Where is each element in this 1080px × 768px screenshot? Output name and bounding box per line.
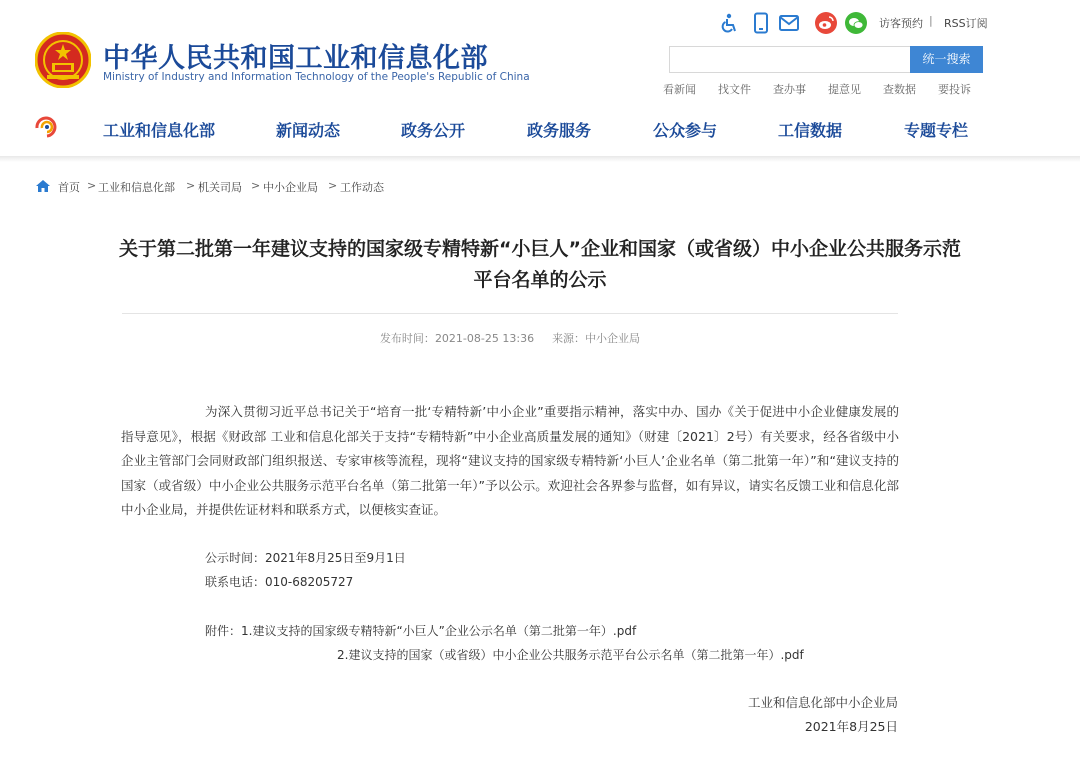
article-body: 为深入贯彻习近平总书记关于“培育一批‘专精特新’中小企业”重要指示精神，落实中办、国办《关于促进中小企业健康发展的指导意见》，根据《财政部 工业和信息化部关于支持“专精特新”中小企业高质量发展的通知》（财建〔2021〕2号）有关要求，经各省级中小企业主管部门会同财政部门组织报送、专家审核等流程，现将“建议支持的国家级专精特新‘小巨人’企业名单（第二批第一年）”和“建议支持的国家（或省级）中小企业公共服务示范平台名单（第二批第一年）”予以公示。欢迎社会各界参与监督，如有异议，请实名反馈工业和信息化部中小企业局，并提供佐证材料和联系方式，以便核实查证。 bbox=[121, 404, 899, 517]
top-separator: | bbox=[929, 14, 933, 27]
breadcrumb-work-news[interactable]: 工作动态 bbox=[340, 181, 384, 194]
rss-link[interactable]: RSS订阅 bbox=[944, 17, 988, 30]
nav-special-topics[interactable]: 专题专栏 bbox=[904, 121, 969, 140]
site-title[interactable]: 中华人民共和国工业和信息化部 bbox=[103, 43, 488, 74]
nav-miit-data[interactable]: 工信数据 bbox=[778, 121, 843, 140]
nav-gov-services[interactable]: 政务服务 bbox=[527, 121, 592, 140]
attachment-link-2[interactable]: 2.建议支持的国家（或省级）中小企业公共服务示范平台公示名单（第二批第一年）.pdf bbox=[337, 648, 804, 662]
accessibility-icon[interactable] bbox=[718, 12, 740, 34]
breadcrumb-separator: > bbox=[251, 179, 261, 192]
mail-icon[interactable] bbox=[778, 12, 800, 34]
attachment-label: 附件： bbox=[205, 624, 242, 638]
quick-link-files[interactable]: 找文件 bbox=[718, 83, 751, 96]
attachment-row-1 bbox=[205, 622, 636, 639]
breadcrumb-departments[interactable]: 机关司局 bbox=[198, 181, 242, 194]
nav-gov-affairs[interactable]: 政务公开 bbox=[401, 121, 466, 140]
header-divider bbox=[0, 156, 1080, 162]
breadcrumb-miit[interactable]: 工业和信息化部 bbox=[98, 181, 175, 194]
quick-link-services[interactable]: 查办事 bbox=[773, 83, 806, 96]
nav-public-participation[interactable]: 公众参与 bbox=[653, 121, 718, 140]
wechat-icon[interactable] bbox=[845, 12, 867, 34]
attachment-link-1[interactable]: 1.建议支持的国家级专精特新“小巨人”企业公示名单（第二批第一年）.pdf bbox=[241, 624, 637, 638]
notice-period: 公示时间：2021年8月25日至9月1日 bbox=[205, 551, 406, 565]
breadcrumb-separator: > bbox=[328, 179, 338, 192]
signature-date: 2021年8月25日 bbox=[804, 719, 898, 734]
home-icon[interactable] bbox=[36, 180, 50, 192]
source-label: 来源： bbox=[552, 332, 586, 345]
quick-link-data[interactable]: 查数据 bbox=[883, 83, 916, 96]
title-divider bbox=[122, 313, 898, 314]
nav-logo-icon bbox=[34, 116, 60, 138]
publish-label: 发布时间： bbox=[379, 332, 435, 345]
quick-links bbox=[663, 81, 983, 97]
search-button[interactable]: 统一搜索 bbox=[910, 46, 983, 73]
visitor-appointment-link[interactable]: 访客预约 bbox=[879, 17, 923, 30]
article-meta bbox=[122, 330, 898, 346]
signature: 工业和信息化部中小企业局 bbox=[747, 695, 898, 710]
publish-time: 2021-08-25 13:36 bbox=[434, 332, 535, 345]
breadcrumb-separator: > bbox=[87, 179, 97, 192]
quick-link-complaint[interactable]: 要投诉 bbox=[938, 83, 971, 96]
site-subtitle: Ministry of Industry and Information Technology of the People's Republic of China bbox=[103, 71, 530, 83]
quick-link-feedback[interactable]: 提意见 bbox=[828, 83, 861, 96]
breadcrumb-separator: > bbox=[186, 179, 196, 192]
source-value: 中小企业局 bbox=[585, 332, 641, 345]
article-title: 关于第二批第一年建议支持的国家级专精特新“小巨人”企业和国家（或省级）中小企业公共服务示范平台名单的公示 bbox=[119, 238, 961, 291]
breadcrumb-sme-bureau[interactable]: 中小企业局 bbox=[263, 181, 318, 194]
breadcrumb-home[interactable]: 首页 bbox=[58, 181, 80, 194]
quick-link-news[interactable]: 看新闻 bbox=[663, 83, 696, 96]
mobile-icon[interactable] bbox=[750, 12, 772, 34]
search-input[interactable] bbox=[669, 46, 910, 73]
site-header bbox=[0, 0, 1080, 158]
nav-miit[interactable]: 工业和信息化部 bbox=[103, 121, 216, 140]
nav-news[interactable]: 新闻动态 bbox=[276, 121, 341, 140]
attachment-row-2 bbox=[337, 646, 804, 663]
weibo-icon[interactable] bbox=[815, 12, 837, 34]
contact-phone: 联系电话：010-68205727 bbox=[205, 575, 354, 589]
national-emblem-icon[interactable] bbox=[35, 32, 91, 88]
